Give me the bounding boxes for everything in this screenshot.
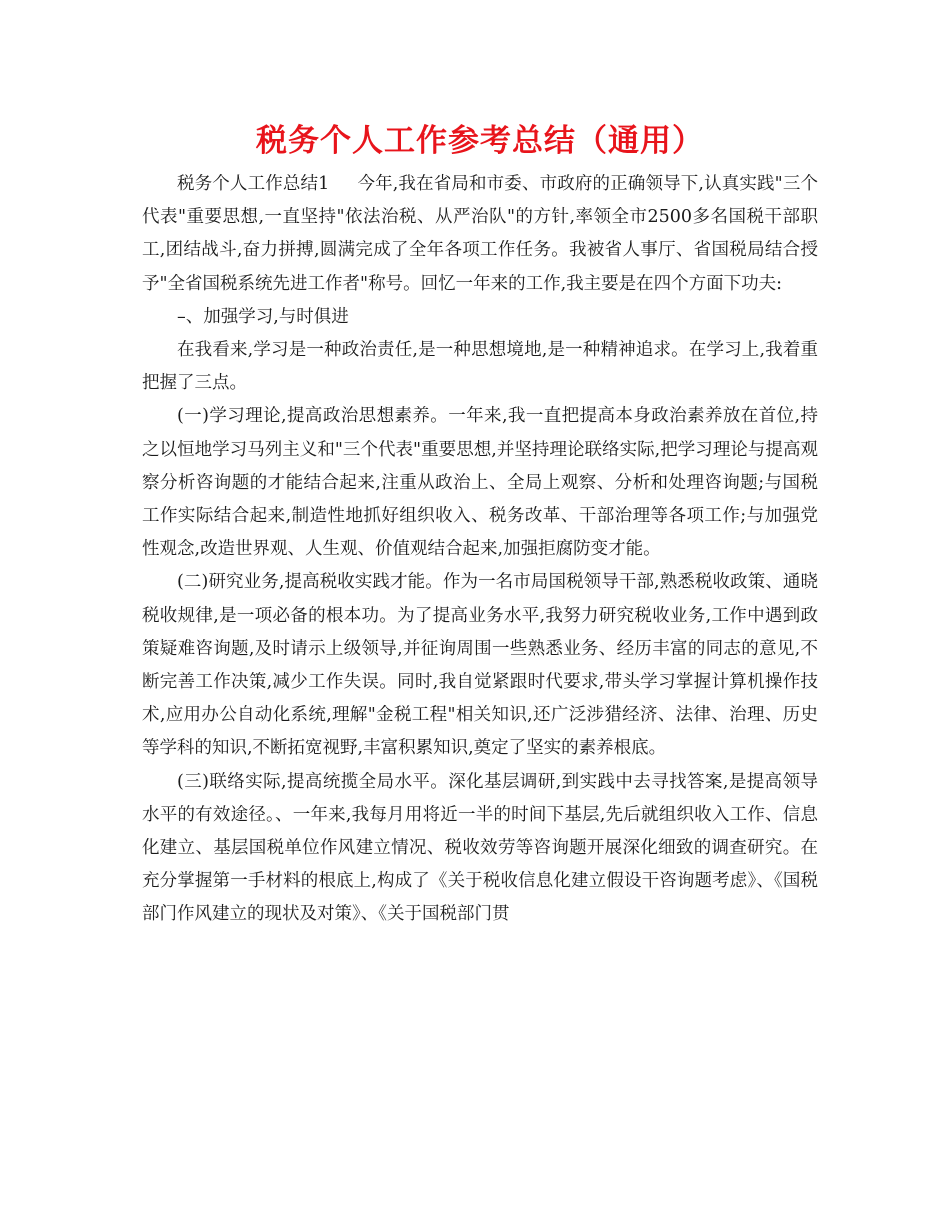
body-paragraph-2: (一)学习理论,提高政治思想素养。一年来,我一直把提高本身政治素养放在首位,持之以恒地学习马列主义和"三个代表"重要思想,并坚持理论联络实际,把学习理论与提高观察分析咨询题的才能结合起来,注重从政治上、全局上观察、分析和处理咨询题;与国税工作实际结合起来,制造性地抓好组织收入、税务改革、干部治理等各项工作;与加强党性观念,改造世界观、人生观、价值观结合起来,加强拒腐防变才能。 <box>142 406 818 560</box>
body-paragraph-4: (三)联络实际,提高统揽全局水平。深化基层调研,到实践中去寻找答案,是提高领导水平的有效途径。、一年来,我每月用将近一半的时间下基层,先后就组织收入工作、信息化建立、基层国税单位作风建立情况、税收效劳等咨询题开展深化细致的调查研究。在充分掌握第一手材料的根底上,构成了《关于税收信息化建立假设干咨询题考虑》、《国税部门作风建立的现状及对策》、《关于国税部门贯 <box>142 771 818 925</box>
section-heading: –、加强学习,与时俱进 <box>177 306 349 327</box>
intro-paragraph <box>142 168 818 301</box>
body-paragraph-1: 在我看来,学习是一种政治责任,是一种思想境地,是一种精神追求。在学习上,我着重把握了三点。 <box>142 340 818 394</box>
body-paragraph-3: (二)研究业务,提高税收实践才能。作为一名市局国税领导干部,熟悉税收政策、通晓税收规律,是一项必备的根本功。为了提高业务水平,我努力研究税收业务,工作中遇到政策疑难咨询题,及时请示上级领导,并征询周围一些熟悉业务、经历丰富的同志的意见,不断完善工作决策,减少工作失误。同时,我自觉紧跟时代要求,带头学习掌握计算机操作技术,应用办公自动化系统,理解"金税工程"相关知识,还广泛涉猎经济、法律、治理、历史等学科的知识,不断拓宽视野,丰富积累知识,奠定了坚实的素养根底。 <box>142 572 818 759</box>
document-title: 税务个人工作参考总结（通用） <box>256 123 704 159</box>
document-page <box>142 118 818 932</box>
intro-label: 税务个人工作总结1 <box>177 174 330 194</box>
intro-text: 今年,我在省局和市委、市政府的正确领导下,认真实践"三个代表"重要思想,一直坚持"依法治税、从严治队"的方针,率领全市2500多名国税干部职工,团结战斗,奋力拼搏,圆满完成了全年各项工作任务。我被省人事厅、省国税局结合授予"全省国税系统先进工作者"称号。回忆一年来的工作,我主要是在四个方面下功夫: <box>142 174 818 294</box>
